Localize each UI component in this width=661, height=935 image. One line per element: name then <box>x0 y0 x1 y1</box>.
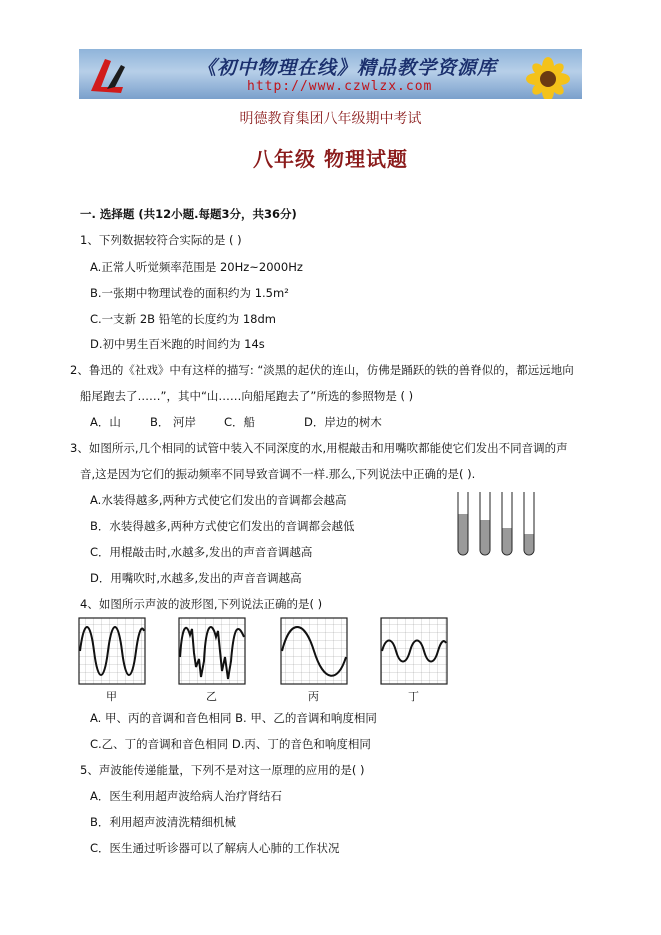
q3-stem-line1: 3、如图所示,几个相同的试管中装入不同深度的水,用棍敲击和用嘴吹都能使它们发出不同音调的声 <box>70 441 568 455</box>
wave-ding <box>381 618 447 684</box>
q2-stem-line2: 船尾跑去了……”，其中“山……向船尾跑去了”所选的参照物是 ( ) <box>80 389 414 403</box>
q4-options-line2: C.乙、丁的音调和音色相同 D.丙、丁的音色和响度相同 <box>90 737 371 751</box>
q1-option-a: A.正常人听觉频率范围是 20Hz~2000Hz <box>90 260 303 274</box>
q3-option-a: A.水装得越多,两种方式使它们发出的音调都会越高 <box>90 493 347 507</box>
wave-label-yi: 乙 <box>206 690 217 703</box>
q4-options-line1: A. 甲、丙的音调和音色相同 B. 甲、乙的音调和响度相同 <box>90 711 377 725</box>
q2-option-a: A．山 <box>90 415 121 429</box>
wave-label-jia: 甲 <box>106 690 117 703</box>
q1-stem: 1、下列数据较符合实际的是 ( ) <box>80 233 242 247</box>
wave-bing <box>281 618 347 684</box>
q5-option-b: B．利用超声波清洗精细机械 <box>90 815 236 829</box>
q5-option-a: A．医生利用超声波给病人治疗肾结石 <box>90 789 282 803</box>
sunflower-icon <box>518 57 578 99</box>
q2-option-d: D．岸边的树木 <box>304 415 382 429</box>
banner-title: 《初中物理在线》精品教学资源库 <box>197 57 498 79</box>
waveform-figure <box>78 617 454 703</box>
exam-title: 八年级 物理试题 <box>253 147 408 171</box>
q3-option-c: C．用棍敲击时,水越多,发出的声音音调越高 <box>90 545 313 559</box>
wave-jia <box>79 618 145 684</box>
q3-option-b: B．水装得越多,两种方式使它们发出的音调都会越低 <box>90 519 355 533</box>
q5-stem: 5、声波能传递能量，下列不是对这一原理的应用的是( ) <box>80 763 365 777</box>
wave-label-ding: 丁 <box>408 690 419 703</box>
q3-option-d: D．用嘴吹时,水越多,发出的声音音调越高 <box>90 571 302 585</box>
q1-option-b: B.一张期中物理试卷的面积约为 1.5m² <box>90 286 289 300</box>
q2-option-c: C．船 <box>224 415 256 429</box>
q5-option-c: C．医生通过听诊器可以了解病人心肺的工作状况 <box>90 841 340 855</box>
q1-option-d: D.初中男生百米跑的时间约为 14s <box>90 337 265 351</box>
banner-url[interactable]: http://www.czwlzx.com <box>247 79 433 94</box>
q1-option-c: C.一支新 2B 铅笔的长度约为 18dm <box>90 312 276 326</box>
q3-stem-line2: 音,这是因为它们的振动频率不同导致音调不一样.那么,下列说法中正确的是( ). <box>80 467 476 481</box>
q2-stem-line1: 2、鲁迅的《社戏》中有这样的描写: “淡黑的起伏的连山，仿佛是踊跃的铁的兽脊似的，都远远地向 <box>70 363 574 377</box>
exam-subtitle: 明德教育集团八年级期中考试 <box>239 111 422 127</box>
wave-label-bing: 丙 <box>308 690 319 703</box>
wave-yi <box>179 618 245 684</box>
resource-banner <box>79 49 582 99</box>
section-heading: 一. 选择题 (共12小题.每题3分，共36分) <box>80 207 297 221</box>
q2-option-b: B． 河岸 <box>150 415 197 429</box>
q4-stem: 4、如图所示声波的波形图,下列说法正确的是( ) <box>80 597 323 611</box>
logo-icon <box>87 53 127 95</box>
test-tubes-figure <box>452 490 544 558</box>
